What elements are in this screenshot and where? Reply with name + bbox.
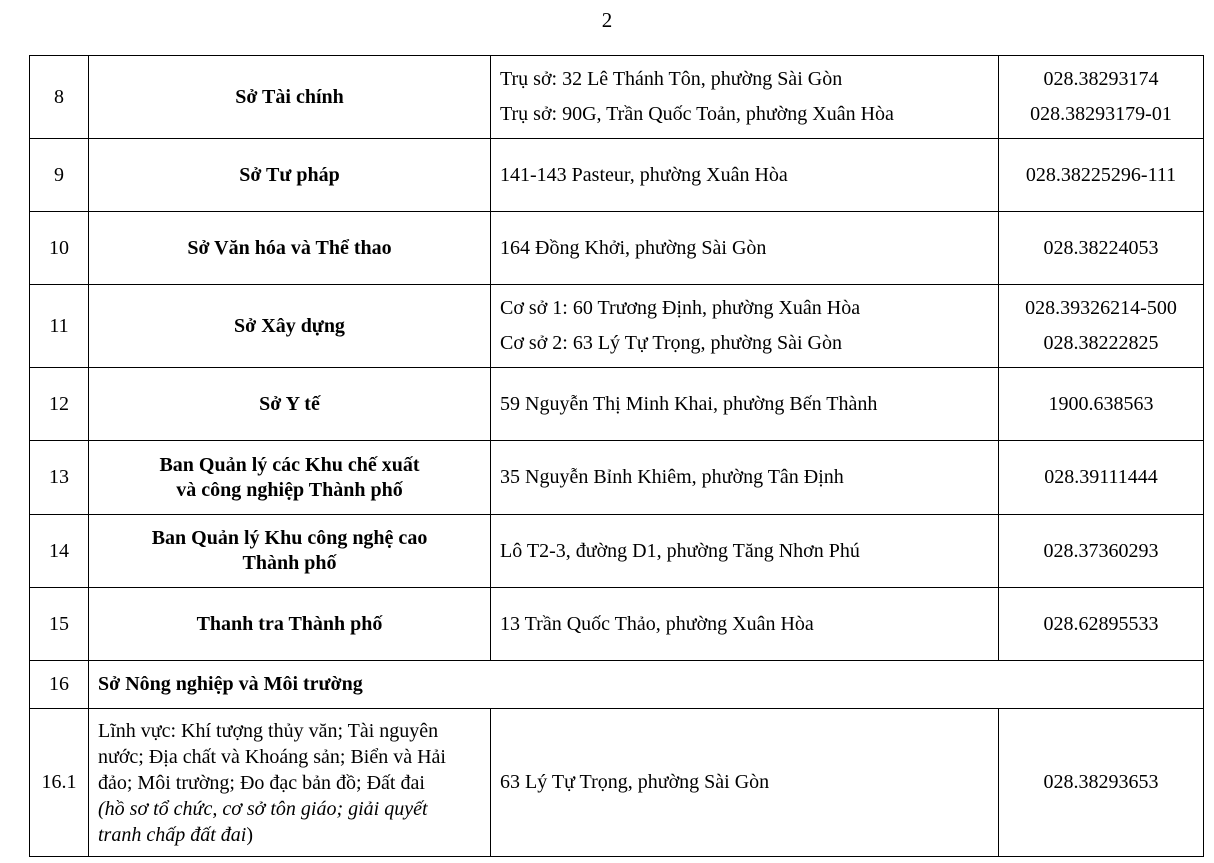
address <box>491 709 999 857</box>
agency-name-line: Sở Tài chính <box>235 85 344 108</box>
row-number: 16.1 <box>30 709 89 857</box>
address <box>491 139 999 212</box>
address-line: 35 Nguyễn Bỉnh Khiêm, phường Tân Định <box>500 466 844 488</box>
agency-name <box>89 441 491 515</box>
field-line: nước; Địa chất và Khoáng sản; Biển và Hải <box>98 745 446 768</box>
address <box>491 368 999 441</box>
phone-number <box>999 441 1204 515</box>
agency-name-line: Sở Tư pháp <box>239 163 340 186</box>
table-row <box>30 139 1204 212</box>
agency-name-line: Thành phố <box>242 552 337 574</box>
phone-number <box>999 709 1204 857</box>
agency-name <box>89 56 491 139</box>
phone-line: 028.39326214-500 <box>1025 297 1177 319</box>
row-number: 12 <box>30 368 89 441</box>
address-line: 141-143 Pasteur, phường Xuân Hòa <box>500 163 788 186</box>
table-row <box>30 212 1204 285</box>
phone-number <box>999 515 1204 588</box>
agency-name-line: Sở Xây dựng <box>234 314 345 337</box>
table-row <box>30 368 1204 441</box>
row-number: 14 <box>30 515 89 588</box>
agency-name-line: Thanh tra Thành phố <box>196 612 383 635</box>
address-line: 164 Đồng Khởi, phường Sài Gòn <box>500 236 767 259</box>
phone-number <box>999 588 1204 661</box>
contact-table <box>29 55 1204 857</box>
agency-name <box>89 285 491 368</box>
address <box>491 285 999 368</box>
phone-number <box>999 285 1204 368</box>
phone-line: 028.38222825 <box>1043 332 1159 354</box>
phone-line: 028.38225296-111 <box>1025 163 1177 186</box>
address <box>491 56 999 139</box>
phone-line: 028.38293174 <box>1043 68 1159 90</box>
address-line: Trụ sở: 32 Lê Thánh Tôn, phường Sài Gòn <box>500 68 843 90</box>
phone-line: 1900.638563 <box>1048 392 1154 415</box>
phone-number <box>999 56 1204 139</box>
field-note-close: ) <box>246 823 254 846</box>
row-number: 9 <box>30 139 89 212</box>
section-title: Sở Nông nghiệp và Môi trường <box>89 661 1204 709</box>
row-number: 15 <box>30 588 89 661</box>
phone-number <box>999 212 1204 285</box>
agency-name-line: và công nghiệp Thành phố <box>176 478 403 501</box>
row-number: 10 <box>30 212 89 285</box>
row-number: 11 <box>30 285 89 368</box>
field-line: Lĩnh vực: Khí tượng thủy văn; Tài nguyên <box>98 719 439 742</box>
address-line: 13 Trần Quốc Thảo, phường Xuân Hòa <box>500 612 814 635</box>
row-number: 8 <box>30 56 89 139</box>
table-row <box>30 515 1204 588</box>
phone-line: 028.38224053 <box>1043 236 1159 259</box>
section-row <box>30 661 1204 709</box>
field-note-line: (hồ sơ tổ chức, cơ sở tôn giáo; giải quyết <box>98 797 428 820</box>
phone-number <box>999 139 1204 212</box>
address-line: Cơ sở 2: 63 Lý Tự Trọng, phường Sài Gòn <box>500 332 842 354</box>
row-number: 16 <box>30 661 89 709</box>
row-number: 13 <box>30 441 89 515</box>
address-line: 59 Nguyễn Thị Minh Khai, phường Bến Thành <box>500 392 878 415</box>
address-line: 63 Lý Tự Trọng, phường Sài Gòn <box>500 771 770 793</box>
table-row <box>30 441 1204 515</box>
phone-line: 028.38293653 <box>1043 771 1159 793</box>
contact-table-body <box>30 56 1204 857</box>
agency-name-line: Ban Quản lý Khu công nghệ cao <box>151 527 428 549</box>
field-description <box>89 709 491 857</box>
agency-name <box>89 212 491 285</box>
agency-name-line: Sở Văn hóa và Thể thao <box>187 236 392 259</box>
field-note-line: tranh chấp đất đai <box>98 823 247 846</box>
address <box>491 212 999 285</box>
table-row <box>30 56 1204 139</box>
phone-number <box>999 368 1204 441</box>
phone-line: 028.38293179-01 <box>1030 103 1172 125</box>
agency-name-line: Ban Quản lý các Khu chế xuất <box>159 453 420 476</box>
address <box>491 515 999 588</box>
address-line: Trụ sở: 90G, Trần Quốc Toản, phường Xuân Hòa <box>500 103 894 125</box>
field-note-line-wrap <box>98 822 481 848</box>
address-line: Lô T2-3, đường D1, phường Tăng Nhơn Phú <box>500 539 860 562</box>
address <box>491 441 999 515</box>
page-number: 2 <box>601 8 613 32</box>
phone-line: 028.62895533 <box>1043 612 1159 635</box>
address <box>491 588 999 661</box>
table-row <box>30 588 1204 661</box>
agency-name <box>89 139 491 212</box>
table-row <box>30 285 1204 368</box>
agency-name <box>89 368 491 441</box>
agency-name-line: Sở Y tế <box>259 392 320 415</box>
address-line: Cơ sở 1: 60 Trương Định, phường Xuân Hòa <box>500 297 861 319</box>
field-line: đảo; Môi trường; Đo đạc bản đồ; Đất đai <box>98 771 425 794</box>
table-row <box>30 709 1204 857</box>
phone-line: 028.37360293 <box>1043 539 1159 562</box>
agency-name <box>89 515 491 588</box>
phone-line: 028.39111444 <box>1044 466 1158 488</box>
agency-name <box>89 588 491 661</box>
